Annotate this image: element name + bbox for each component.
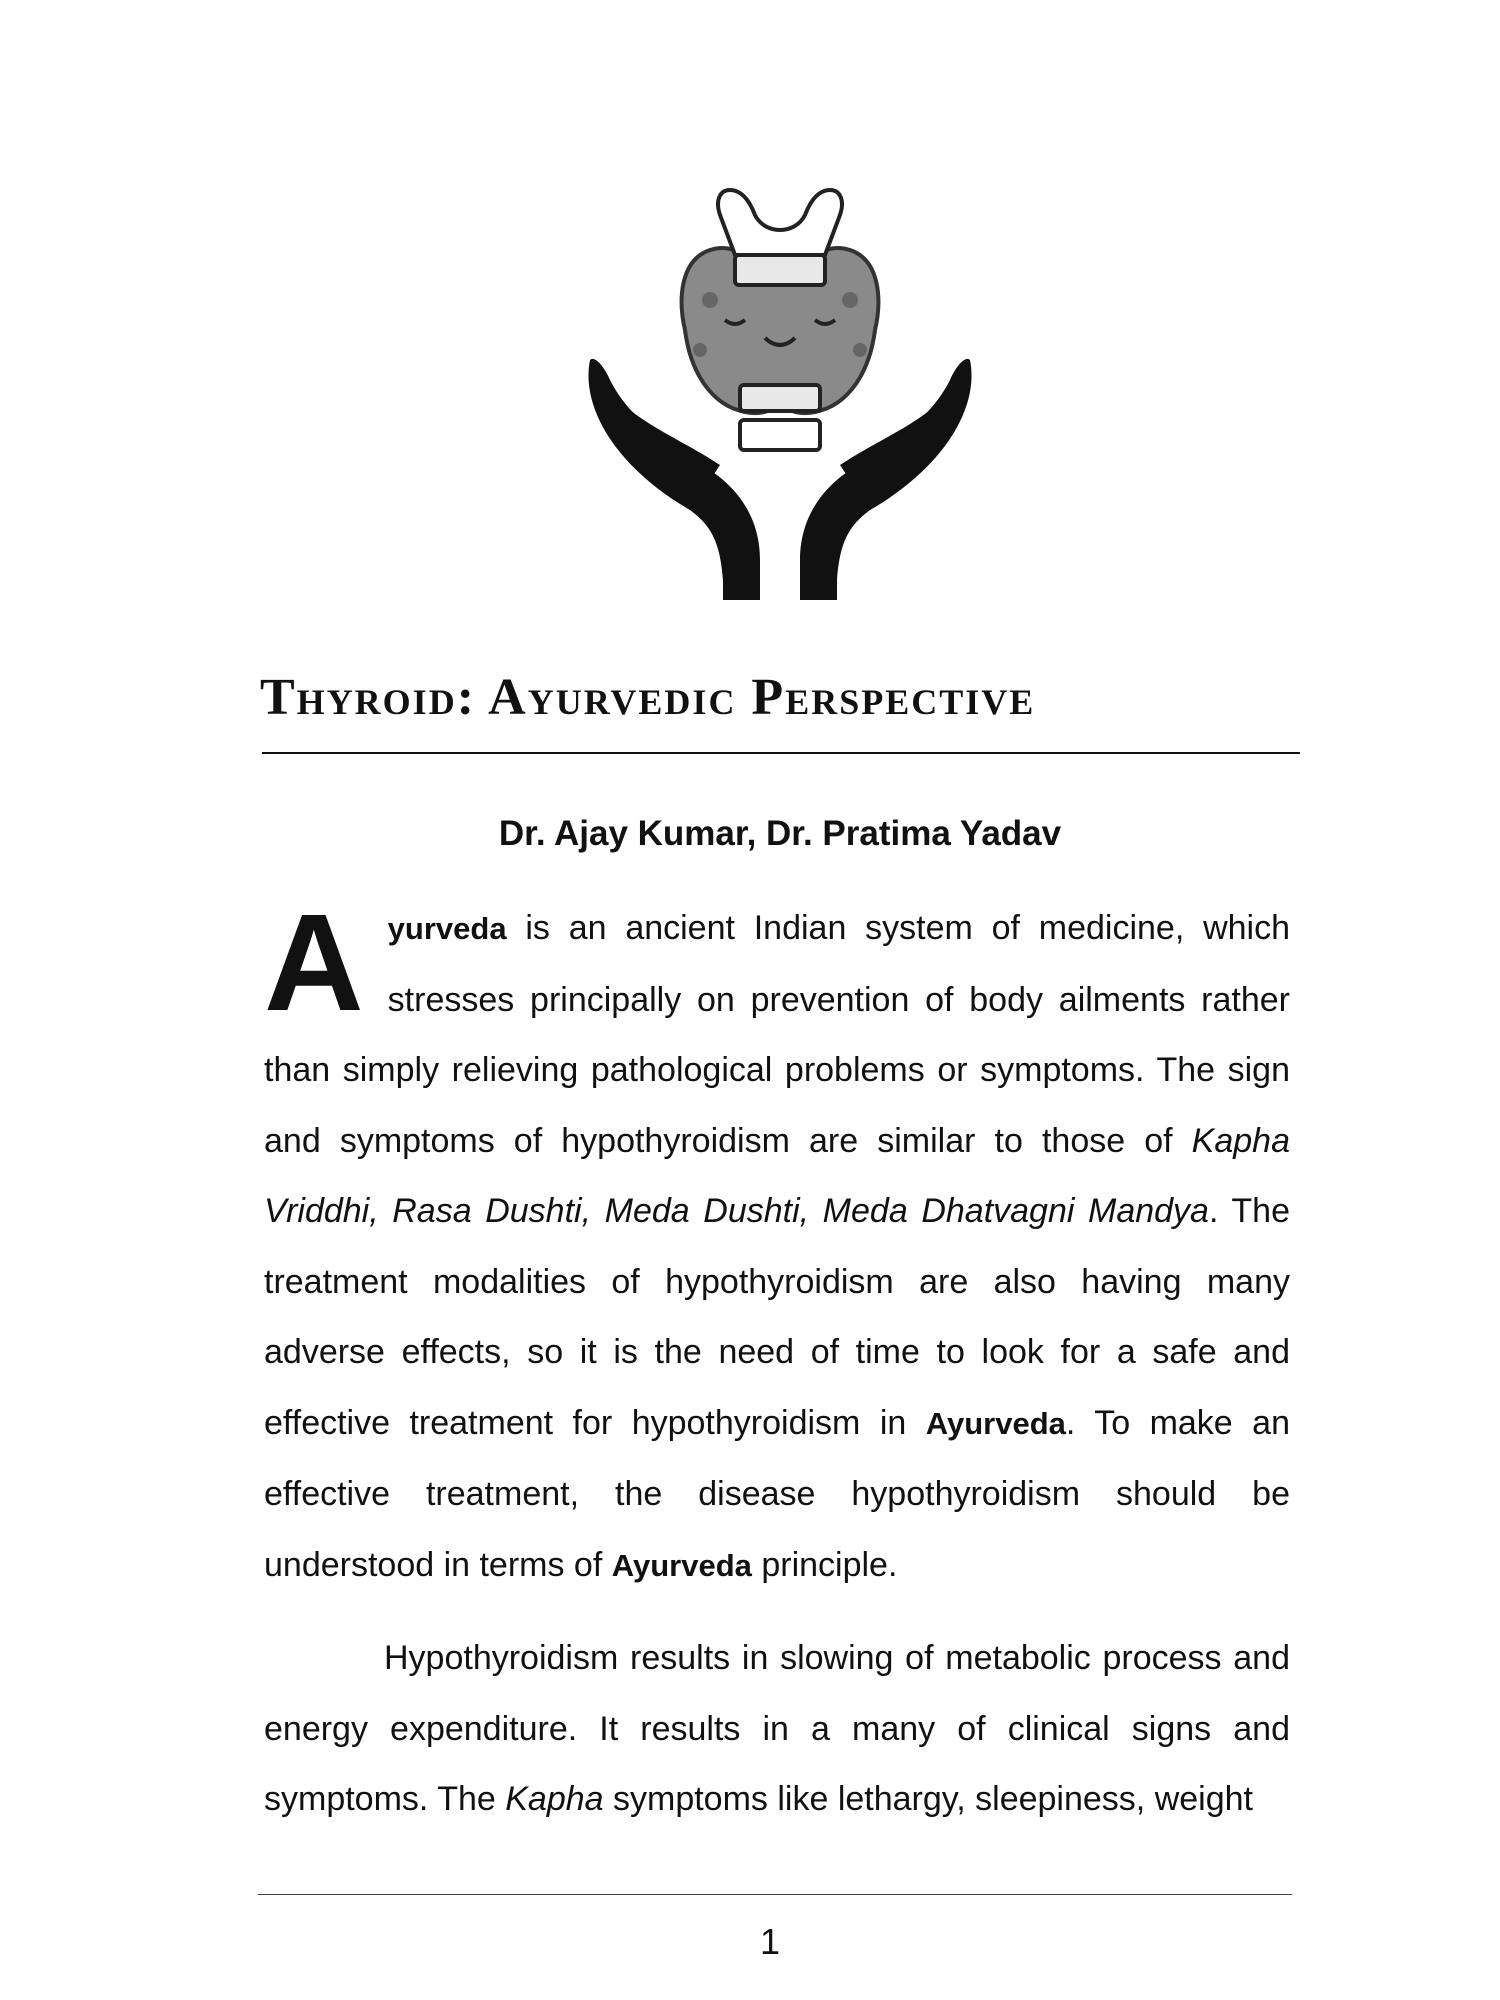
paragraph-1 [264,886,1290,1601]
first-word: yurveda [387,911,507,946]
paragraph-1-text-3: . To make an effective treatment, the disease hypothyroidism should be understood in terms of [264,1403,1290,1584]
paragraph-1-text-4: principle. [751,1545,898,1584]
footer-divider [258,1894,1292,1895]
paragraph-2 [264,1623,1290,1835]
paragraph-1-text-1: is an ancient Indian system of medicine, which stresses principally on prevention of body ailments rather than simply relieving pathological problems or symptoms. The sign and symptoms of hypothyroidism are similar to those of [264,909,1290,1160]
thyroid-in-hands-icon [560,180,1000,600]
drop-cap: A [264,886,364,1040]
paragraph-1-bold-1: Ayurveda [925,1405,1066,1441]
title-divider [262,752,1300,754]
page-number: 1 [759,1921,781,1962]
paragraph-2-text-2: symptoms like lethargy, sleepiness, weight [603,1780,1253,1818]
authors: Dr. Ajay Kumar, Dr. Pratima Yadav [498,814,1062,853]
page-title: Thyroid: Ayurvedic Perspective [260,669,1036,726]
paragraph-1-text-2: . The treatment modalities of hypothyroidism are also having many adverse effects, so it is the need of time to look for a safe and effective treatment for hypothyroidism in [264,1192,1290,1442]
paragraph-1-italic-1: Kapha Vriddhi, Rasa Dushti, Meda Dushti, Meda Dhatvagni Mandya [264,1121,1290,1230]
paragraph-1-bold-2: Ayurveda [611,1547,752,1583]
paragraph-2-text-1: Hypothyroidism results in slowing of metabolic process and energy expenditure. It results in a many of clinical signs and symptoms. The [264,1639,1290,1818]
paragraph-2-italic-1: Kapha [505,1780,604,1818]
